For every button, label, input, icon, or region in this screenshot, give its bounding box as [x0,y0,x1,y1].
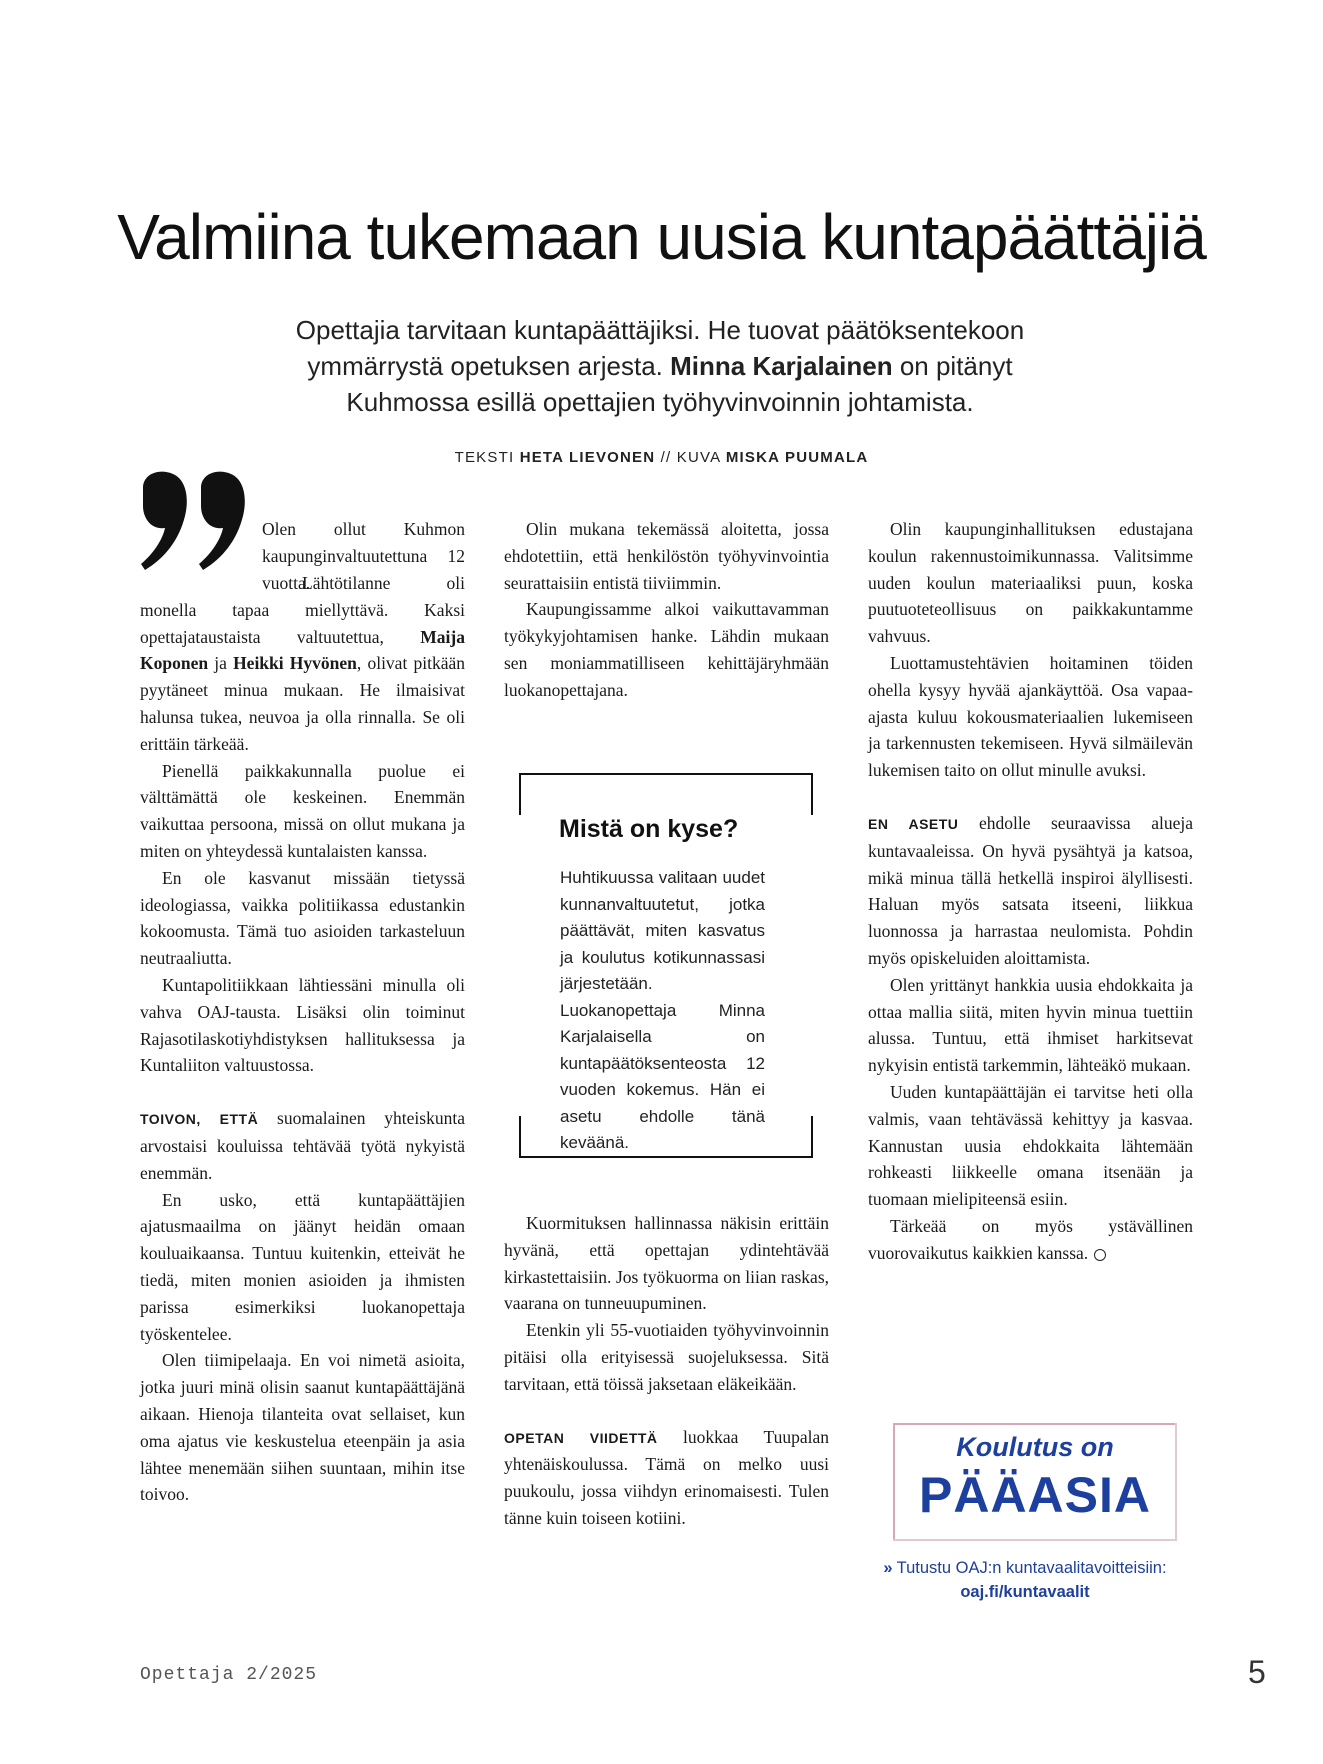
paragraph: Kuormituksen hallinnassa näkisin erittäin hyvänä, että opettajan ydintehtävää kirkastettaisiin. Jos työkuorma on liian raskas, vaarana on tunneuupuminen. [504,1213,829,1314]
lead-paragraph [260,312,1060,420]
paragraph: OPETAN VIIDETTÄ luokkaa Tuupalan yhtenäiskoulussa. Tämä on melko uusi puukoulu, jossa viihdyn erinomaisesti. Tulen tänne kuin toiseen kotiini. [504,1426,829,1528]
paragraph: En ole kasvanut missään tietyssä ideologiassa, vaikka politiikassa edustankin kokoomusta. Tämä tuo asioiden tarkasteluun neutraaliutta. [140,867,465,969]
byline-text-label: TEKSTI [454,449,520,466]
page-number: 5 [1248,1654,1266,1690]
lead-text-end: on pitänyt Kuhmossa esillä opettajien työhyvinvoinnin johtamista. [346,351,1013,417]
column-2-top [504,516,829,704]
lead-name: Minna Karjalainen [670,351,893,381]
paragraph: Kuntapolitiikkaan lähtiessäni minulla oli vahva OAJ-tausta. Lisäksi olin toiminut Rajasotilaskotiyhdistyksen hallituksessa ja Kuntaliiton valtuustossa. [140,974,465,1076]
paragraph: Olin kaupunginhallituksen edustajana koulun rakennustoimikunnassa. Valitsimme uuden koulun materiaaliksi puun, koska puutuoteteollisuus on paikkakuntamme vahvuus. [868,519,1193,647]
paragraph: Lähtötilanne oli monella tapaa miellyttävä. Kaksi opettajataustaista valtuutettua, Maija Koponen ja Heikki Hyvönen, olivat pitkään pyytäneet minua mukaan. He ilmaisivat halunsa tukea, neuvoa ja olla rinnalla. Se oli erittäin tärkeää. [140,573,465,754]
ad-slogan-line2: PÄÄASIA [918,1467,1152,1523]
byline [0,449,1323,466]
person-name: Maija Koponen [140,626,465,674]
paragraph: Olin mukana tekemässä aloitetta, jossa ehdotettiin, että henkilöstön työhyvinvointia seurattaisiin entistä tiiviimmin. [504,519,829,593]
info-box-text: Huhtikuussa valitaan uudet kunnanvaltuutetut, jotka päättävät, miten kasvatus ja koulutus kotikunnassasi järjestetään. Luokanopettaja Minna Karjalaisella on kuntapäätöksenteosta 12 vuoden kokemus. Hän ei asetu ehdolle tänä keväänä. [560,868,765,1152]
arrow-icon: » [883,1559,893,1577]
info-box [519,773,811,1158]
paragraph: TOIVON, ETTÄ suomalainen yhteiskunta arvostaisi kouluissa tehtävää työtä nykyistä enemmän. [140,1108,465,1183]
kicker: EN ASETU [868,815,959,832]
column-1 [140,570,465,1508]
ad-link[interactable]: oaj.fi/kuntavaalit [960,1583,1090,1601]
paragraph: Etenkin yli 55-vuotiaiden työhyvinvoinnin pitäisi olla erityisessä suojeluksessa. Sitä tarvitaan, että töissä jaksetaan eläkeikään. [504,1320,829,1394]
kicker: TOIVON, ETTÄ [140,1111,259,1128]
ad-call-to-action [860,1556,1190,1604]
paragraph: Olen yrittänyt hankkia uusia ehdokkaita ja ottaa mallia siitä, miten hyvin minua tuettiin alussa. Tuntuu, että ihmiset harkitsevat nykyisin entistä tarkemmin, lähteäkö mukaan. [868,974,1193,1076]
column-2-bottom [504,1210,829,1532]
byline-photographer: MISKA PUUMALA [725,449,869,466]
paragraph: Kaupungissamme alkoi vaikuttavamman työkykyjohtamisen hanke. Lähdin mukaan sen moniammatilliseen kehittäjäryhmään luokanopettajana. [504,599,829,700]
ad-slogan-line1: Koulutus on [956,1432,1114,1462]
paragraph: Uuden kuntapäättäjän ei tarvitse heti olla valmis, vaan tehtävässä kehittyy ja kasvaa. Kannustan uusia ehdokkaita lähtemään rohkeasti liikkeelle omana itsenään ja tuomaan mielipiteensä esiin. [868,1081,1193,1210]
paragraph: Luottamustehtävien hoitaminen töiden ohella kysyy hyvää ajankäyttöä. Osa vapaa-ajasta kuluu kokousmateriaalien lukemiseen ja tarkennusten tekemiseen. Hyvä silmäilevän lukemisen taito on ollut minulle avuksi. [868,652,1193,781]
byline-separator: // KUVA [655,449,726,466]
paragraph: Pienellä paikkakunnalla puolue ei välttämättä ole keskeinen. Enemmän vaikuttaa persoona, missä on ollut mukana ja miten on yhteydessä kuntalaisten kanssa. [140,760,465,861]
byline-writer: HETA LIEVONEN [519,449,656,466]
lead-text: Opettajia tarvitaan kuntapäättäjiksi. He tuovat päätöksentekoon ymmärrystä opetuksen arjesta. [295,315,1025,381]
intro-paragraph: Olen ollut Kuhmon kaupunginvaltuutettuna 12 vuotta. [262,519,465,593]
info-box-title: Mistä on kyse? [559,815,739,843]
paragraph: Tärkeää on myös ystävällinen vuorovaikutus kaikkien kanssa. [868,1215,1193,1263]
person-name: Heikki Hyvönen [233,653,357,674]
ad-cta-text: Tutustu OAJ:n kuntavaalitavoitteisiin: [896,1559,1167,1577]
paragraph: EN ASETU ehdolle seuraavissa alueja kuntavaaleissa. On hyvä pysähtyä ja katsoa, mikä minua tällä hetkellä inspiroi älyllisesti. Haluan myös satsata itseeni, liikkua luonnossa ja harrastaa neulomista. Pohdin myös opiskeluiden aloittamista. [868,812,1193,968]
box-border-top [519,773,813,815]
publication-issue: Opettaja 2/2025 [140,1665,318,1685]
paragraph: En usko, että kuntapäättäjien ajatusmaailma on jäänyt heidän omaan kouluaikaansa. Tuntuu kuitenkin, etteivät he tiedä, miten monien asioiden ja ihmisten parissa esimerkiksi luokanopettaja työskentelee. [140,1189,465,1344]
paragraph: Olen tiimipelaaja. En voi nimetä asioita, jotka juuri minä olisin saanut kuntapäättäjänä aikaan. Hienoja tilanteita ovat sellaiset, kun oma ajatus vie keskustelua eteenpäin ja asia lähtee menemään siihen suuntaan, mihin itse toivoo. [140,1350,465,1505]
end-circle-icon [1094,1249,1106,1261]
kicker: OPETAN VIIDETTÄ [504,1429,658,1446]
column-3 [868,516,1193,1267]
headline: Valmiina tukemaan uusia kuntapäättäjiä [117,201,1206,273]
